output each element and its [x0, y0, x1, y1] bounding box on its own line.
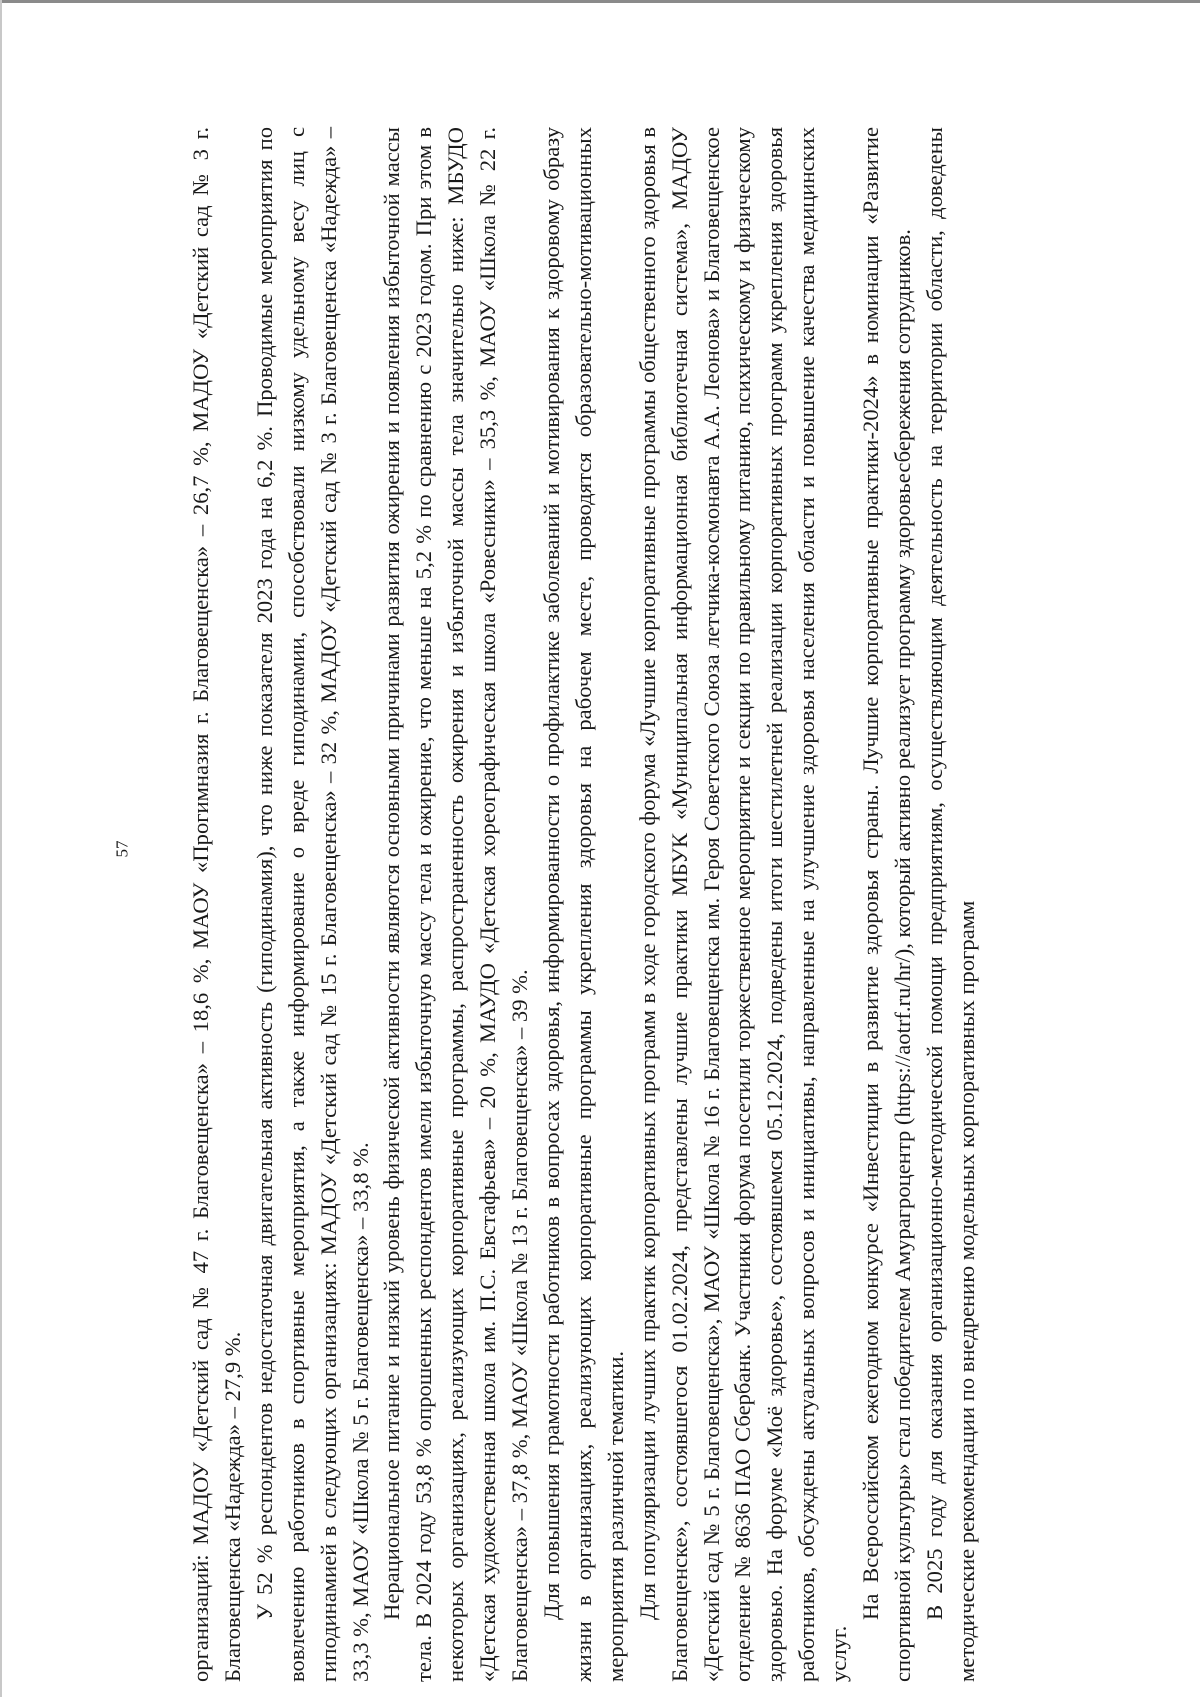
- paragraph-nutrition-obesity: Нерациональное питание и низкий уровень физической активности являются основными причинами развития ожирения и появления избыточной массы тела. В 2024 году 53,8 % опрошенных респондентов имели избыточную массу тела и ожирение, что меньше на 5,2 % по сравнению с 2023 годом. При этом в некоторых организациях, реализующих корпоративные программы, распространенность ожирения и избыточной массы тела значительно ниже: МБУДО «Детская художественная школа им. П.С. Евстафьева» – 20 %, МАУДО «Детская хореографическая школа «Ровесники» – 35,3 %, МАОУ «Школа № 22 г. Благовещенска» – 37,8 %, МАОУ «Школа № 13 г. Благовещенска» – 39 %.: [379, 127, 533, 1682]
- paragraph-national-contest: На Всероссийском ежегодном конкурсе «Инвестиции в развитие здоровья страны. Лучшие корпоративные практики-2024» в номинации «Развитие спортивной культуры» стал победителем Амурагроцентр (https://aotrf.ru/hr/), который активно реализует программу здоровьесбережения сотрудников.: [858, 127, 915, 1682]
- page-number: 57: [112, 840, 132, 858]
- scan-left-edge: [0, 0, 2, 1697]
- paragraph-hypodynamia: У 52 % респондентов недостаточная двигательная активность (гиподинамия), что ниже показателя 2023 года на 6,2 %. Проводимые мероприятия по вовлечению работников в спортивные мероприятия, а также информирование о вреде гиподинамии, способствовали низкому удельному весу лиц с гиподинамией в следующих организациях: МАДОУ «Детский сад № 15 г. Благовещенска» – 32 %, МАДОУ «Детский сад № 3 г. Благовещенска «Надежда» – 33,3 %, МАОУ «Школа № 5 г. Благовещенска» – 33,8 %.: [251, 127, 373, 1682]
- paragraph-forum-practices: Для популяризации лучших практик корпоративных программ в ходе городского форума «Лучшие корпоративные программы общественного здоровья в Благовещенске», состоявшегося 01.02.2024, представлены лучшие практики МБУК «Муниципальная информационная библиотечная система», МАДОУ «Детский сад № 5 г. Благовещенска», МАОУ «Школа № 16 г. Благовещенска им. Героя Советского Союза летчика-космонавта А.А. Леонова» и Благовещенское отделение № 8636 ПАО Сбербанк. Участники форума посетили торжественное мероприятие и секции по правильному питанию, психическому и физическому здоровью. На форуме «Моё здоровье», состоявшемся 05.12.2024, подведены итоги шестилетней реализации корпоративных программ укрепления здоровья работников, обсуждены актуальных вопросов и инициативы, направленные на улучшение здоровья населения области и повышение качества медицинских услуг.: [634, 127, 852, 1682]
- paragraph-health-literacy: Для повышения грамотности работников в вопросах здоровья, информированности о профилактике заболеваний и мотивирования к здоровому образу жизни в организациях, реализующих корпоративные программы укрепления здоровья на рабочем месте, проводятся образовательно-мотивационных мероприятия различной тематики.: [538, 127, 628, 1682]
- document-body: [185, 127, 983, 1682]
- paragraph-methodical-assistance: В 2025 году для оказания организационно-методической помощи предприятиям, осуществляющим деятельность на территории области, доведены методические рекомендации по внедрению модельных корпоративных программ: [921, 127, 979, 1682]
- paragraph-continuation: организаций: МАДОУ «Детский сад № 47 г. Благовещенска» – 18,6 %, МАОУ «Прогимназия г. Благовещенска» – 26,7 %, МАДОУ «Детский сад № 3 г. Благовещенска «Надежда» – 27,9 %.: [188, 127, 245, 1682]
- scan-top-edge: [0, 0, 1200, 3]
